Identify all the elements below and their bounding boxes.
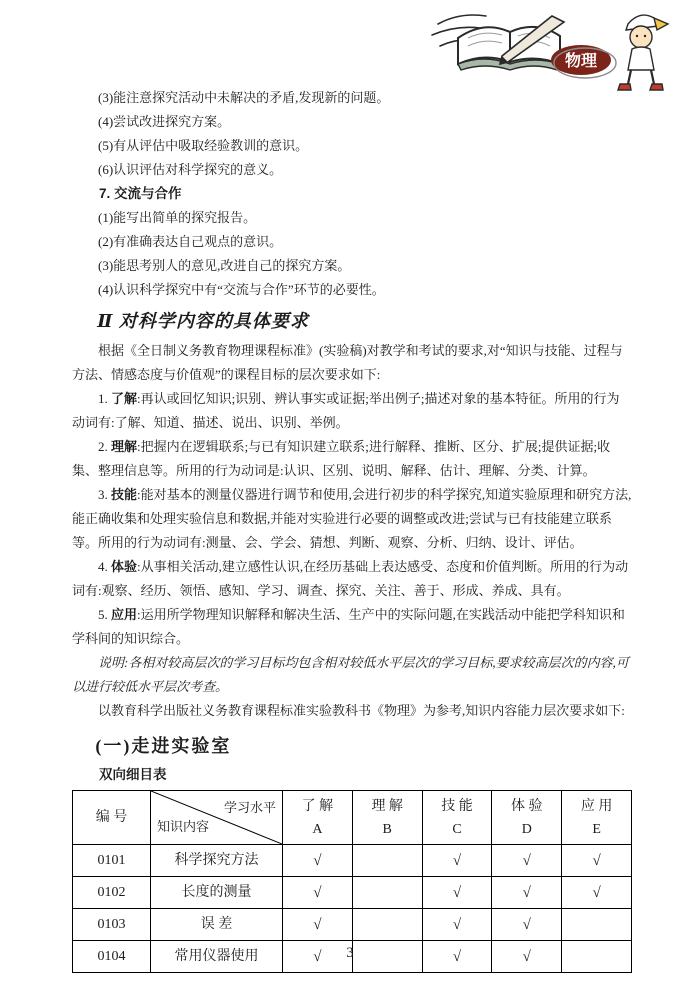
table-col-header: 体 验 D (492, 791, 562, 845)
page-content (72, 86, 632, 973)
physics-badge-icon (551, 45, 616, 78)
table-cell-code: 0103 (73, 909, 151, 941)
table-cell-mark: √ (422, 941, 492, 973)
cartoon-student-icon (618, 15, 668, 90)
level-body: :能对基本的测量仪器进行调节和使用,会进行初步的科学探究,知道实验原理和研究方法,能正确收集和处理实验信息和数据,并能对实验进行必要的调整或改进;尝试与已有技能建立联系等。所用的行为动词有:测量、会、学会、猜想、判断、观察、分析、归纳、设计、评估。 (72, 487, 632, 550)
table-col-header: 应 用 E (562, 791, 632, 845)
section7-item: (1)能写出简单的探究报告。 (98, 210, 257, 225)
table-cell-mark: √ (562, 845, 632, 877)
level-paragraph (72, 387, 632, 435)
level-label: 理解 (111, 439, 138, 454)
level-number: 1. (98, 391, 111, 406)
table-caption: 双向细目表 (99, 767, 167, 782)
table-cell-mark: √ (283, 909, 353, 941)
level-body: :从事相关活动,建立感性认识,在经历基础上表达感受、态度和价值判断。所用的行为动词有:观察、经历、领悟、感知、学习、调查、探究、关注、善于、形成、养成、具有。 (72, 559, 629, 598)
section7-item: (3)能思考别人的意见,改进自己的探究方案。 (98, 258, 351, 273)
table-cell-mark: √ (562, 877, 632, 909)
table-cell-mark: √ (422, 877, 492, 909)
level-number: 5. (98, 607, 111, 622)
table-cell-mark: √ (422, 845, 492, 877)
eval-item: (4)尝试改进探究方案。 (98, 114, 231, 129)
table-cell-content: 常用仪器使用 (151, 941, 283, 973)
table-cell-mark: √ (283, 845, 353, 877)
table-cell-mark: √ (283, 941, 353, 973)
section2-intro: 根据《全日制义务教育物理课程标准》(实验稿)对教学和考试的要求,对“知识与技能、过程与方法、情感态度与价值观”的课程目标的层次要求如下: (72, 343, 623, 382)
table-cell-code: 0104 (73, 941, 151, 973)
table-cell-content: 长度的测量 (151, 877, 283, 909)
table-header-row (73, 791, 632, 845)
table-cell-code: 0102 (73, 877, 151, 909)
table-row (73, 909, 632, 941)
table-col-header: 技 能 C (422, 791, 492, 845)
eval-item: (6)认识评估对科学探究的意义。 (98, 162, 283, 177)
table-cell-mark (352, 909, 422, 941)
level-paragraph (72, 435, 632, 483)
section7-title: 7. 交流与合作 (99, 186, 182, 201)
level-number: 3. (98, 487, 111, 502)
table-col-header: 理 解 B (352, 791, 422, 845)
table-cell-mark: √ (492, 941, 562, 973)
table-cell-mark (352, 845, 422, 877)
level-label: 了解 (111, 391, 138, 406)
level-label: 体验 (111, 559, 138, 574)
lab-section-heading: (一)走进实验室 (95, 736, 232, 756)
level-label: 技能 (111, 487, 138, 502)
physics-badge-label: 物理 (564, 53, 598, 70)
table-cell-mark (352, 877, 422, 909)
diagonal-label-bottom: 知识内容 (157, 819, 210, 834)
diagonal-label-top: 学习水平 (223, 800, 276, 815)
table-row (73, 845, 632, 877)
level-body: :再认或回忆知识;识别、辨认事实或证据;举出例子;描述对象的基本特征。所用的行为动词有:了解、知道、描述、说出、识别、举例。 (72, 391, 620, 430)
table-cell-mark (562, 909, 632, 941)
table-cell-code: 0101 (73, 845, 151, 877)
table-cell-content: 误 差 (151, 909, 283, 941)
reference-paragraph: 以教育科学出版社义务教育课程标准实验教科书《物理》为参考,知识内容能力层次要求如下: (98, 703, 625, 718)
table-cell-mark: √ (492, 909, 562, 941)
eval-item: (5)有从评估中吸取经验教训的意识。 (98, 138, 309, 153)
table-header-id: 编 号 (73, 791, 151, 845)
level-paragraph (72, 603, 632, 651)
level-number: 4. (98, 559, 111, 574)
section7-item: (2)有准确表达自己观点的意识。 (98, 234, 283, 249)
level-paragraph (72, 555, 632, 603)
note-paragraph: 说明:各相对较高层次的学习目标均包含相对较低水平层次的学习目标,要求较高层次的内容,可以进行较低水平层次考查。 (72, 655, 629, 694)
eval-item: (3)能注意探究活动中未解决的矛盾,发现新的问题。 (98, 90, 390, 105)
table-cell-mark: √ (492, 877, 562, 909)
page-number: 3 (346, 945, 354, 961)
section7-item: (4)认识科学探究中有“交流与合作”环节的必要性。 (98, 282, 385, 297)
table-row (73, 877, 632, 909)
table-cell-mark: √ (492, 845, 562, 877)
table-cell-mark: √ (422, 909, 492, 941)
table-cell-mark: √ (283, 877, 353, 909)
table-cell-content: 科学探究方法 (151, 845, 283, 877)
table-header-diagonal (151, 791, 283, 845)
level-body: :把握内在逻辑联系;与已有知识建立联系;进行解释、推断、区分、扩展;提供证据;收集、整理信息等。所用的行为动词是:认识、区别、说明、解释、估计、理解、分类、计算。 (72, 439, 611, 478)
level-label: 应用 (111, 607, 138, 622)
level-paragraph (72, 483, 632, 555)
level-body: :运用所学物理知识解释和解决生活、生产中的实际问题,在实践活动中能把学科知识和学科间的知识综合。 (72, 607, 625, 646)
section2-heading: Ⅱ 对科学内容的具体要求 (97, 311, 309, 331)
level-number: 2. (98, 439, 111, 454)
table-col-header: 了 解 A (283, 791, 353, 845)
